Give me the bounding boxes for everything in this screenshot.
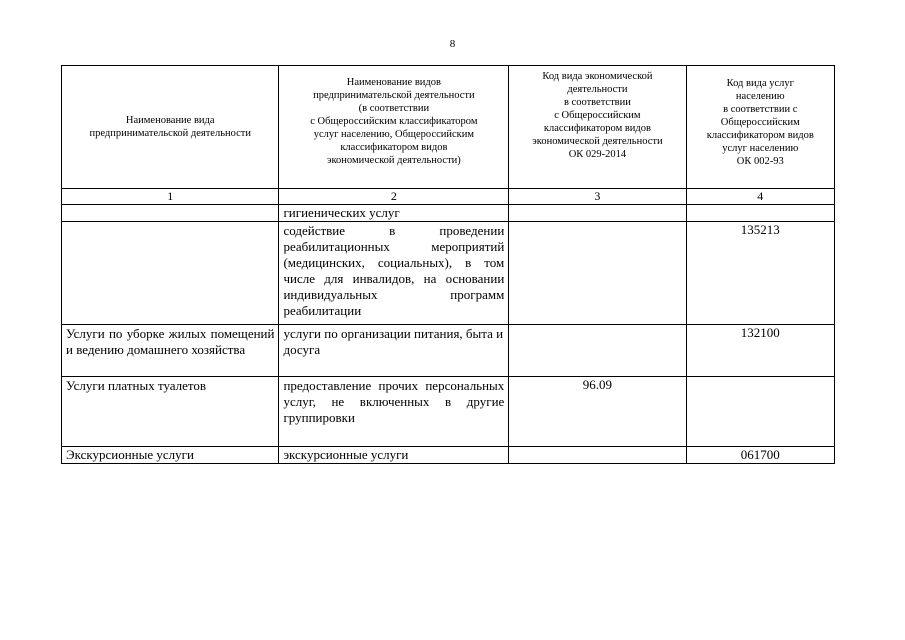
services-table <box>61 65 835 464</box>
row5-okved-cell <box>509 447 686 464</box>
column-numbers-row <box>62 189 835 205</box>
header-activity-type <box>62 66 279 189</box>
row1-activity-cell <box>62 205 279 222</box>
row4-activity-cell: Услуги платных туалетов <box>62 377 279 447</box>
row3-okun-cell: 132100 <box>686 325 834 377</box>
row5-names-cell: экскурсионные услуги <box>279 447 509 464</box>
column-number-1: 1 <box>62 189 279 205</box>
header-okved-code <box>509 66 686 189</box>
row4-okved-cell: 96.09 <box>509 377 686 447</box>
column-number-4: 4 <box>686 189 834 205</box>
row3-okved-cell <box>509 325 686 377</box>
row5-okun-cell: 061700 <box>686 447 834 464</box>
row5-activity-cell: Экскурсионные услуги <box>62 447 279 464</box>
row1-okun-cell <box>686 205 834 222</box>
header-activity-type-text: Наименование вида предпринимательской деятельности <box>89 115 251 139</box>
header-activity-names <box>279 66 509 189</box>
row2-activity-cell <box>62 222 279 325</box>
column-number-3: 3 <box>509 189 686 205</box>
table-row <box>62 325 835 377</box>
header-okun-code-text: Код вида услуг населению в соответствии с Общероссийским классификатором видов услуг населению ОК 002-93 <box>706 78 814 167</box>
table-row <box>62 447 835 464</box>
row2-names-cell: содействие в проведении реабилитационных мероприятий (медицинских, социальных), в том числе для инвалидов, на основании индивидуальных программ реабилитации <box>279 222 509 325</box>
header-row <box>62 66 835 189</box>
header-okun-code <box>686 66 834 189</box>
column-number-2: 2 <box>279 189 509 205</box>
row1-okved-cell <box>509 205 686 222</box>
table-row <box>62 377 835 447</box>
row4-names-cell: предоставление прочих персональных услуг, не включенных в другие группировки <box>279 377 509 447</box>
header-activity-names-text: Наименование видов предпринимательской деятельности (в соответствии с Общероссийским классификатором услуг населению, Общероссийским классификатором видов экономической деятельности) <box>310 77 478 166</box>
table-row <box>62 205 835 222</box>
row4-okun-cell <box>686 377 834 447</box>
table-row <box>62 222 835 325</box>
page-number: 8 <box>449 38 456 50</box>
row2-okved-cell <box>509 222 686 325</box>
row3-names-cell: услуги по организации питания, быта и досуга <box>279 325 509 377</box>
header-okved-code-text: Код вида экономической деятельности в соответствии с Общероссийским классификатором видов экономической деятельности ОК 029-2014 <box>532 71 663 160</box>
row3-activity-cell: Услуги по уборке жилых помещений и ведению домашнего хозяйства <box>62 325 279 377</box>
row1-names-cell: гигиенических услуг <box>279 205 509 222</box>
row2-okun-cell: 135213 <box>686 222 834 325</box>
